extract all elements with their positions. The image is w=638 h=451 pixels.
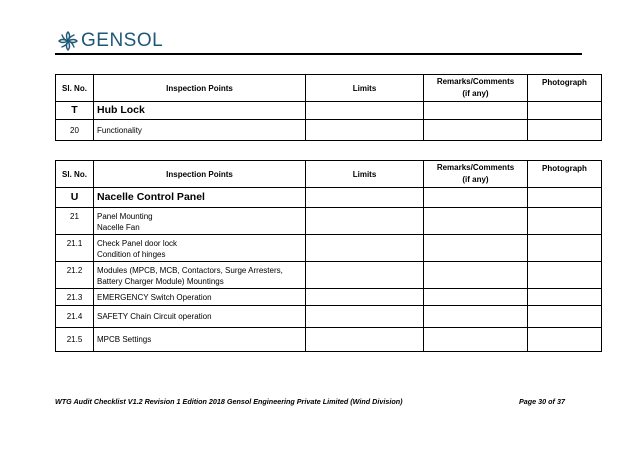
limits-cell[interactable] [306, 306, 424, 328]
logo-wordmark: GENSOL [81, 30, 164, 51]
remarks-cell[interactable] [424, 262, 528, 289]
section-title: Hub Lock [94, 102, 306, 120]
footer-document-title: WTG Audit Checklist V1.2 Revision 1 Edition 2018 Gensol Engineering Private Limited (Wind Division) [55, 397, 403, 406]
remarks-cell[interactable] [424, 208, 528, 235]
table-row [56, 328, 602, 352]
limits-cell[interactable] [306, 188, 424, 208]
photograph-cell[interactable] [528, 235, 602, 262]
remarks-header-line1: Remarks/Comments [436, 163, 515, 172]
col-header-remarks [424, 161, 528, 188]
section-letter: U [56, 188, 94, 208]
table-header-row [56, 75, 602, 102]
limits-cell[interactable] [306, 208, 424, 235]
inspection-point: SAFETY Chain Circuit operation [94, 306, 306, 328]
section-letter: T [56, 102, 94, 120]
inspection-point: Functionality [94, 120, 306, 141]
point-line: Nacelle Fan [97, 223, 140, 232]
table-row [56, 306, 602, 328]
point-line: Check Panel door lock [97, 239, 178, 248]
section-title: Nacelle Control Panel [94, 188, 306, 208]
remarks-header-line2: (if any) [462, 89, 489, 98]
inspection-point: EMERGENCY Switch Operation [94, 289, 306, 306]
col-header-remarks [424, 75, 528, 102]
remarks-cell[interactable] [424, 102, 528, 120]
row-number: 21.2 [56, 262, 94, 289]
col-header-sl-no: Sl. No. [56, 161, 94, 188]
col-header-photograph: Photograph [528, 75, 602, 102]
point-line: Condition of hinges [97, 250, 166, 259]
table-header-row [56, 161, 602, 188]
section-row [56, 102, 602, 120]
header-rule [55, 53, 582, 55]
row-number: 21.5 [56, 328, 94, 352]
col-header-limits: Limits [306, 161, 424, 188]
remarks-cell[interactable] [424, 188, 528, 208]
photograph-cell[interactable] [528, 306, 602, 328]
point-line: Battery Charger Module) Mountings [97, 277, 224, 286]
remarks-header-line2: (if any) [462, 175, 489, 184]
col-header-inspection-points: Inspection Points [94, 75, 306, 102]
inspection-point [94, 208, 306, 235]
table-row [56, 235, 602, 262]
limits-cell[interactable] [306, 120, 424, 141]
limits-cell[interactable] [306, 262, 424, 289]
inspection-point [94, 235, 306, 262]
remarks-cell[interactable] [424, 328, 528, 352]
photograph-cell[interactable] [528, 328, 602, 352]
row-number: 21.3 [56, 289, 94, 306]
table-row [56, 120, 602, 141]
footer-page-number: Page 30 of 37 [519, 397, 565, 406]
photograph-cell[interactable] [528, 262, 602, 289]
row-number: 21.4 [56, 306, 94, 328]
row-number: 21 [56, 208, 94, 235]
inspection-point [94, 262, 306, 289]
point-line: Panel Mounting [97, 212, 153, 221]
limits-cell[interactable] [306, 235, 424, 262]
remarks-cell[interactable] [424, 235, 528, 262]
inspection-point: MPCB Settings [94, 328, 306, 352]
col-header-sl-no: Sl. No. [56, 75, 94, 102]
gensol-flower-icon [58, 31, 78, 51]
photograph-cell[interactable] [528, 289, 602, 306]
checklist-table-hub-lock [55, 74, 602, 141]
limits-cell[interactable] [306, 328, 424, 352]
limits-cell[interactable] [306, 289, 424, 306]
table-row [56, 262, 602, 289]
point-line: Modules (MPCB, MCB, Contactors, Surge Arresters, [97, 266, 283, 275]
col-header-inspection-points: Inspection Points [94, 161, 306, 188]
photograph-cell[interactable] [528, 120, 602, 141]
remarks-cell[interactable] [424, 306, 528, 328]
section-row [56, 188, 602, 208]
col-header-limits: Limits [306, 75, 424, 102]
remarks-cell[interactable] [424, 289, 528, 306]
row-number: 21.1 [56, 235, 94, 262]
company-logo [58, 30, 163, 52]
photograph-cell[interactable] [528, 102, 602, 120]
photograph-cell[interactable] [528, 208, 602, 235]
table-row [56, 289, 602, 306]
col-header-photograph: Photograph [528, 161, 602, 188]
row-number: 20 [56, 120, 94, 141]
checklist-table-nacelle-control-panel [55, 160, 602, 352]
table-row [56, 208, 602, 235]
photograph-cell[interactable] [528, 188, 602, 208]
remarks-header-line1: Remarks/Comments [436, 77, 515, 86]
remarks-cell[interactable] [424, 120, 528, 141]
limits-cell[interactable] [306, 102, 424, 120]
